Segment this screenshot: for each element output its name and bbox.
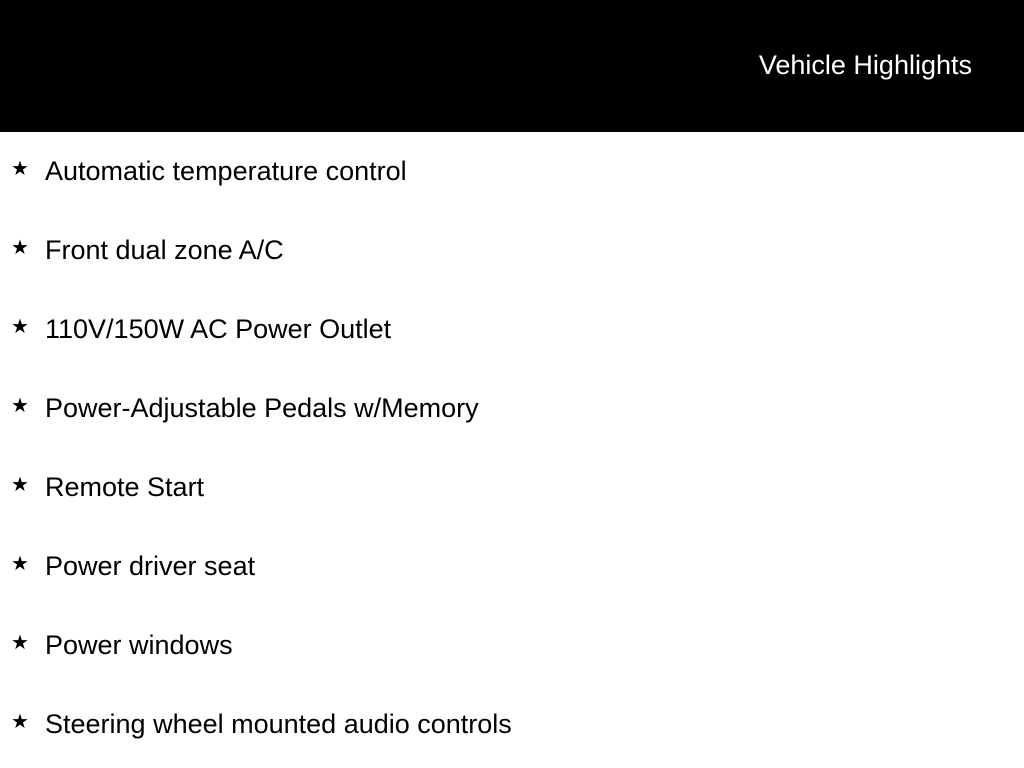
list-item [0,527,1024,606]
list-item [0,132,1024,211]
list-item [0,448,1024,527]
list-item [0,606,1024,685]
list-item-label: Steering wheel mounted audio controls [45,709,512,739]
star-icon: ★ [11,630,29,654]
list-item [0,290,1024,369]
star-icon: ★ [11,314,29,338]
star-icon: ★ [11,551,29,575]
list-item [0,685,1024,764]
list-item-label: Automatic temperature control [45,156,407,186]
list-item-label: Power-Adjustable Pedals w/Memory [45,393,479,423]
star-icon: ★ [11,472,29,496]
star-icon: ★ [11,393,29,417]
list-item-label: 110V/150W AC Power Outlet [45,314,392,344]
highlights-list [0,132,1024,764]
star-icon: ★ [11,709,29,733]
star-icon: ★ [11,156,29,180]
page-title: Vehicle Highlights [758,50,972,80]
list-item [0,369,1024,448]
list-item [0,211,1024,290]
star-icon: ★ [11,235,29,259]
list-item-label: Power windows [45,630,233,660]
header-bar [0,0,1024,132]
list-item-label: Power driver seat [45,551,256,581]
list-item-label: Front dual zone A/C [45,235,284,265]
list-item-label: Remote Start [45,472,205,502]
